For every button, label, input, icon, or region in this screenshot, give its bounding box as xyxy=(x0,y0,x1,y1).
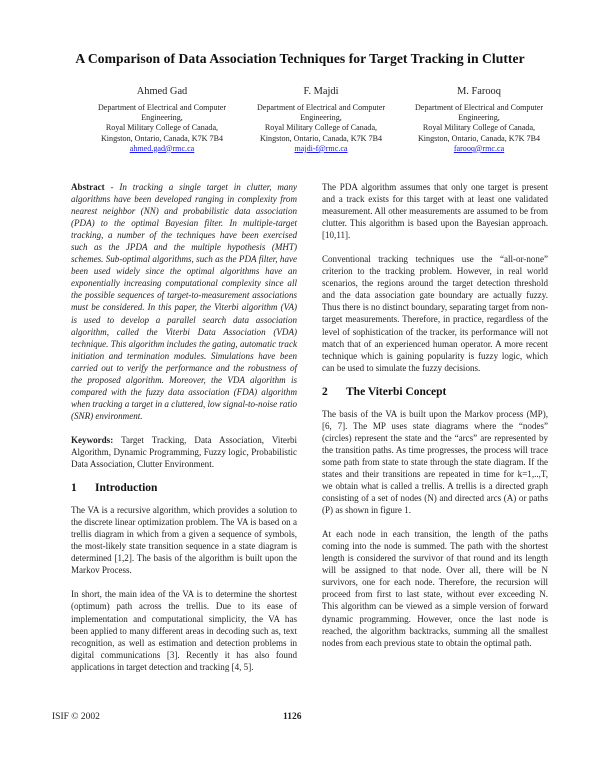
author-email-link[interactable]: majdi-f@rmc.ca xyxy=(294,143,348,153)
paragraph: The VA is a recursive algorithm, which provides a solution to the discrete linear optimization problem. The VA is based on a trellis diagram in which from a given a sequence of symbols, the most-likely state transition sequence in a state diagram is determined [1,2]. The basis of the algorithm is built upon the Markov Process. xyxy=(71,505,297,576)
author-dept: Department of Electrical and Computer Engineering, xyxy=(414,103,544,123)
keywords xyxy=(71,434,297,470)
paragraph: The basis of the VA is built upon the Markov process (MP), [6, 7]. The MP uses state diagrams where the “nodes” (circles) represent the state and the “arcs” are represented by the transition paths. As time progresses, the process will trace some path from state to state through the state diagram. If the states and their transitions are repeated in time for k=1,..,T, we obtain what is called a trellis. A trellis is a directed graph consisting of a set of nodes (N) and directed arcs (A) or paths (P) as shown in figure 1. xyxy=(322,408,548,516)
author-name: M. Farooq xyxy=(457,86,501,97)
author-dept: Department of Electrical and Computer Engineering, xyxy=(97,103,227,123)
abstract-separator: - xyxy=(104,182,120,192)
paragraph: The PDA algorithm assumes that only one target is present and a track exists for this target with at least one validated measurement. All other measurements are assumed to be from clutter. This algorithm is based upon the Bayesian approach. [10,11]. xyxy=(322,182,548,241)
author-email-link[interactable]: farooq@rmc.ca xyxy=(453,143,505,153)
section-number: 1 xyxy=(71,482,77,495)
author-institution: Royal Military College of Canada, xyxy=(422,123,536,133)
paragraph: In short, the main idea of the VA is to determine the shortest (optimum) path across the trellis. Due to its ease of implementation and computational simplicity, the VA has been applied to many different areas in decoding such as, text recognition, as well as estimation and detection problems in digital communications [3]. Recently it has also found applications in target detection and tracking [4, 5]. xyxy=(71,589,297,672)
author-block xyxy=(77,86,247,154)
author-dept: Department of Electrical and Computer Engineering, xyxy=(256,103,386,123)
author-block xyxy=(394,86,564,154)
copyright-notice: ISIF © 2002 xyxy=(52,712,100,722)
paragraph: At each node in each transition, the length of the paths coming into the node is summed. The path with the shortest length is considered the survivor of that round and its length will be assigned to that node. Over all, there will be N survivors, one for each node. Therefore, the recursion will proceed from first to last state, without ever exceeding N. This algorithm can be viewed as a simple version of forward dynamic programming. However, once the last node is reached, the algorithm backtracks, summing all the smallest nodes from each previous state to obtain the optimal path. xyxy=(322,529,548,648)
paper-title: A Comparison of Data Association Techniques for Target Tracking in Clutter xyxy=(75,51,525,66)
author-block xyxy=(236,86,406,154)
section-number: 2 xyxy=(322,385,328,398)
page-number: 1126 xyxy=(283,712,302,722)
section-title: Introduction xyxy=(95,482,158,495)
section-heading-introduction xyxy=(71,482,297,494)
author-address: Kingston, Ontario, Canada, K7K 7B4 xyxy=(259,133,383,143)
right-column xyxy=(322,181,548,661)
paragraph: Conventional tracking techniques use the “all-or-none” criterion to the tracking problem. However, in real world scenarios, the regions around the target detection threshold and the data association gate boundary are actually fuzzy. Thus there is no distinct boundary, separating target from non-target measurements. Therefore, in practice, regardless of the level of sophistication of the tracker, its performance will not match that of an experienced human operator. A more recent technique which is gaining popularity is fuzzy logic, which can be used to simulate the fuzzy decisions. xyxy=(322,254,548,373)
keywords-text: Target Tracking, Data Association, Viterbi Algorithm, Dynamic Programming, Fuzzy logic, Probabilistic Data Association, Clutter Environment. xyxy=(71,434,297,470)
section-heading-viterbi-concept xyxy=(322,386,548,398)
author-name: Ahmed Gad xyxy=(136,86,188,97)
abstract-text: In tracking a single target in clutter, many algorithms have been developed ranging in complexity from nearest neighbor (NN) and probabilistic data association (PDA) to the optimal Bayesian filter. In multiple-target tracking, a number of the techniques have been exercised such as the JPDA and the multiple hypothesis (MHT) schemes. Sub-optimal algorithms, such as the PDA filter, have been used widely since the optimal algorithms have an exponentially increasing computational complexity since all the possible sequences of target-to-measurement associations must be considered. In this paper, the Viterbi algorithm (VA) is used to develop a parallel search data association algorithm, called the Viterbi Data Association (VDA) technique. This algorithm includes the gating, automatic track initiation and termination modules. Simulations have been carried out to verify the performance and the robustness of the proposed algorithm. Moreover, the VDA algorithm is compared with the fuzzy data association (FDA) algorithm when tracking a target in a cluttered, low signal-to-noise ratio (SNR) environment. xyxy=(71,182,297,421)
abstract-label: Abstract xyxy=(71,182,105,192)
abstract xyxy=(71,181,297,422)
author-address: Kingston, Ontario, Canada, K7K 7B4 xyxy=(100,133,224,143)
author-name: F. Majdi xyxy=(303,86,339,97)
author-email-link[interactable]: ahmed.gad@rmc.ca xyxy=(129,143,195,153)
section-title: The Viterbi Concept xyxy=(346,385,447,398)
author-institution: Royal Military College of Canada, xyxy=(105,123,219,133)
author-institution: Royal Military College of Canada, xyxy=(264,123,378,133)
keywords-label: Keywords: xyxy=(71,434,114,445)
left-column xyxy=(71,181,297,685)
author-address: Kingston, Ontario, Canada, K7K 7B4 xyxy=(417,133,541,143)
